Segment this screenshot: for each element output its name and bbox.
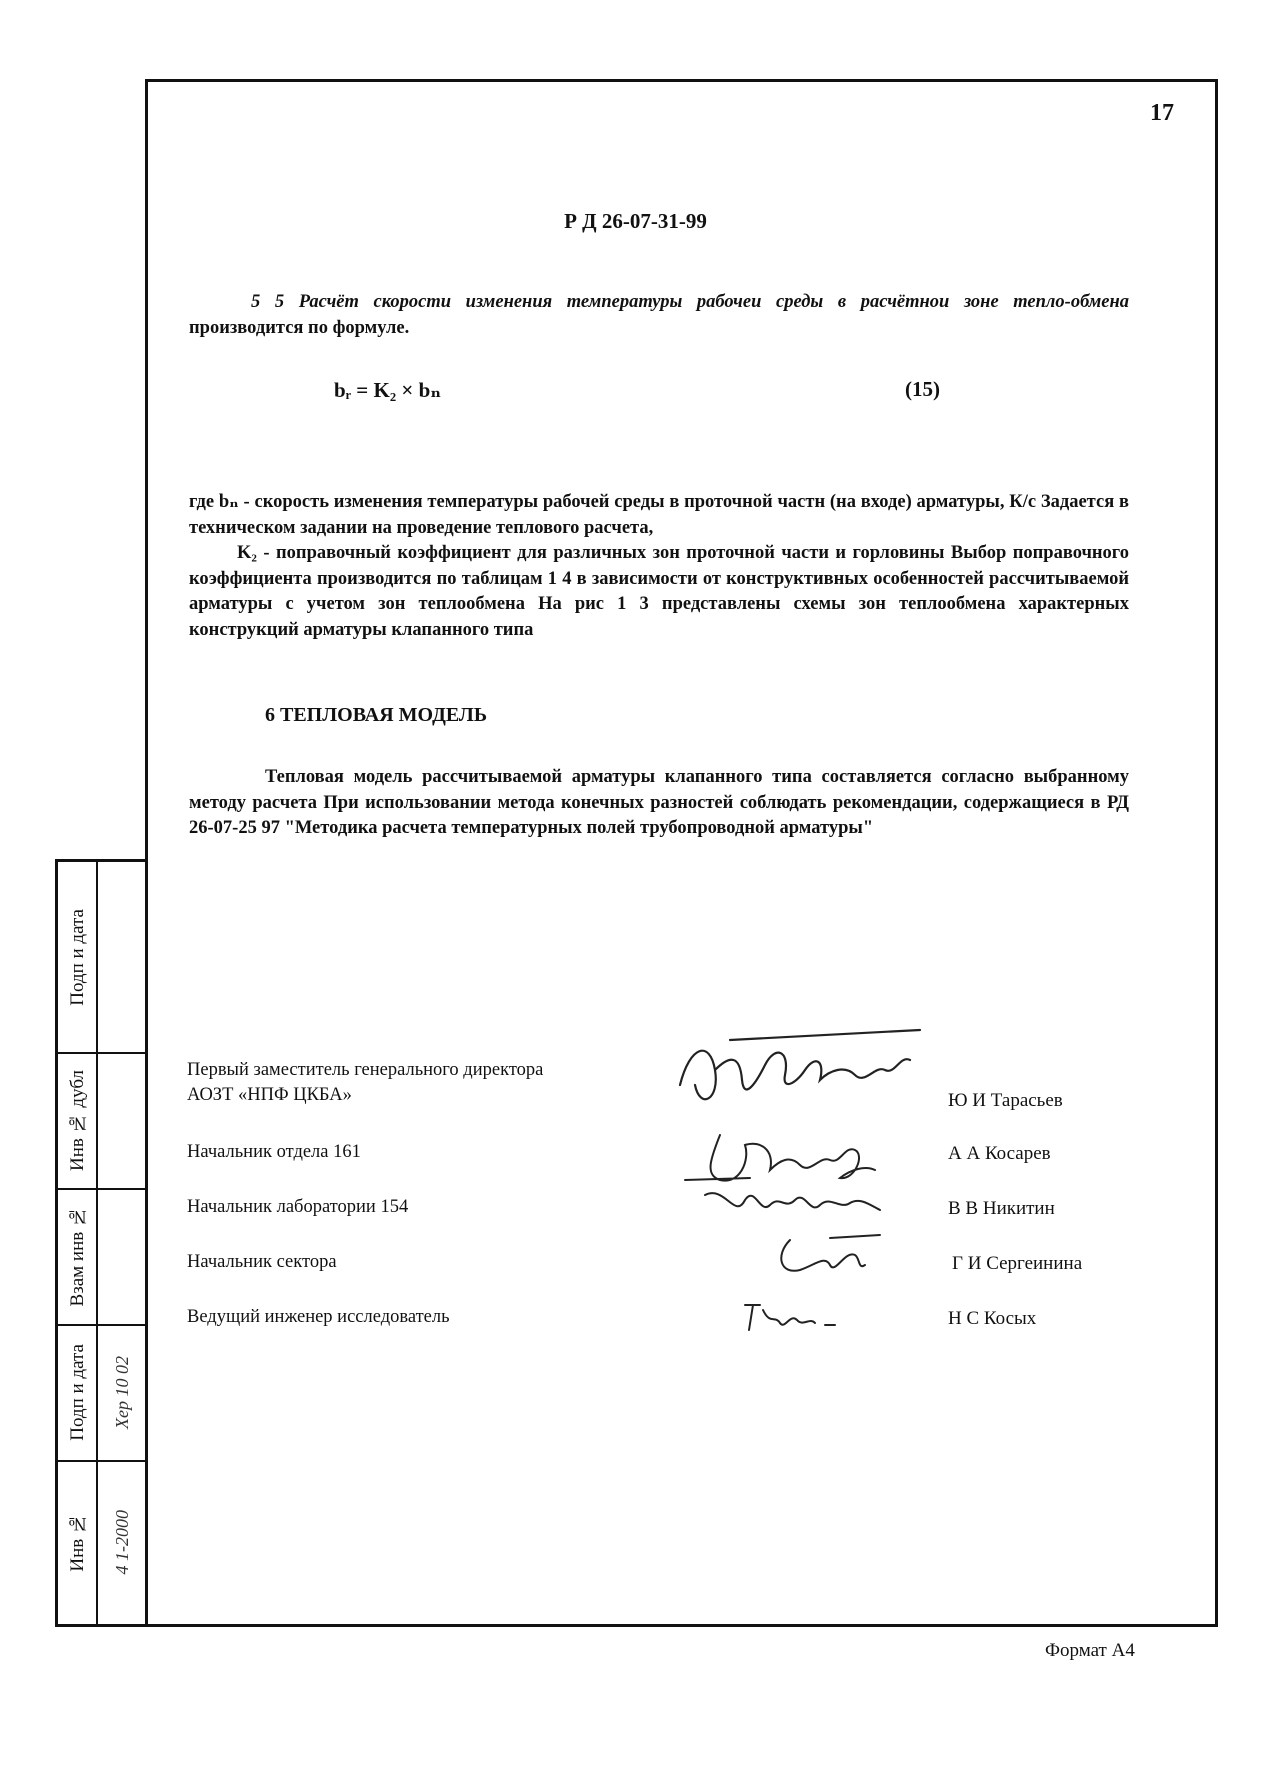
section-5-5-paragraph (189, 290, 1129, 341)
signature-kosykh (735, 1295, 845, 1340)
signature-nikitin (700, 1175, 890, 1235)
format-label: Формат А4 (1045, 1640, 1135, 1661)
signature-sergeinina (770, 1230, 890, 1285)
page-number: 17 (1150, 100, 1174, 126)
signature-tarasyev (670, 1025, 940, 1125)
signature-role-3: Начальник лаборатории 154 (187, 1197, 409, 1217)
where-line-bn: где bₙ - скорость изменения температуры рабочей среды в проточной частн (на входе) арматуры, К/с Задается в техническом задании на проведение теплового расчета, (189, 492, 1129, 538)
where-paragraph (189, 490, 1129, 643)
section-5-5-title: Расчёт скорости изменения температуры рабочеи среды в расчётнои зоне тепло-обмена (298, 292, 1130, 312)
stamp-label-signature-date-2: Подп и дата (67, 1343, 88, 1441)
signature-role-2: Начальник отдела 161 (187, 1142, 361, 1162)
signature-name-4: Г И Сергеинина (952, 1253, 1083, 1274)
stamp-label-replacement-inventory: Взам инв № (67, 1205, 88, 1307)
document-code: Р Д 26-07-31-99 (564, 209, 707, 233)
stamp-handwritten-date: Хер 10 02 (111, 1355, 132, 1429)
signature-name-1: Ю И Тарасьев (948, 1090, 1063, 1111)
registration-stamp (55, 859, 145, 1627)
where-line-k2: K₂ - поправочный коэффициент для различных зон проточной части и горловины Выбор поправочного коэффициента производится по таблицам 1 4 в зависимости от конструктивных особенностей рассчитываемой арматуры с учетом зон теплообмена На рис 1 3 представлены схемы зон теплообмена характерных конструкций арматуры клапанного типа (189, 543, 1129, 640)
section-5-5-number: 5 5 (251, 292, 285, 312)
stamp-label-dup-inventory: Инв № дубл (67, 1069, 88, 1171)
signature-role-1: Первый заместитель генерального директора АОЗТ «НПФ ЦКБА» (187, 1060, 544, 1105)
section-6-body: Тепловая модель рассчитываемой арматуры клапанного типа составляется согласно выбранному методу расчета При использовании метода конечных разностей соблюдать рекомендации, содержащиеся в РД 26-07-25 97 "Методика расчета температурных полей трубопроводной арматуры" (189, 767, 1129, 838)
signature-role-5: Ведущий инженер исследователь (187, 1307, 450, 1327)
formula-15: bᵣ = K₂ × bₙ (334, 378, 442, 402)
section-6-heading: 6 ТЕПЛОВАЯ МОДЕЛЬ (265, 704, 488, 726)
signature-name-5: Н С Косых (948, 1308, 1037, 1329)
signature-name-2: А А Косарев (948, 1143, 1051, 1164)
formula-number: (15) (905, 377, 940, 401)
stamp-handwritten-inventory: 4 1-2000 (111, 1509, 132, 1575)
section-5-5-rest: производится по формуле. (189, 317, 410, 338)
signature-name-3: В В Никитин (948, 1198, 1055, 1219)
signature-role-4: Начальник сектора (187, 1252, 337, 1272)
stamp-label-inventory-number: Инв № (67, 1512, 88, 1572)
stamp-label-signature-date: Подп и дата (67, 908, 88, 1006)
